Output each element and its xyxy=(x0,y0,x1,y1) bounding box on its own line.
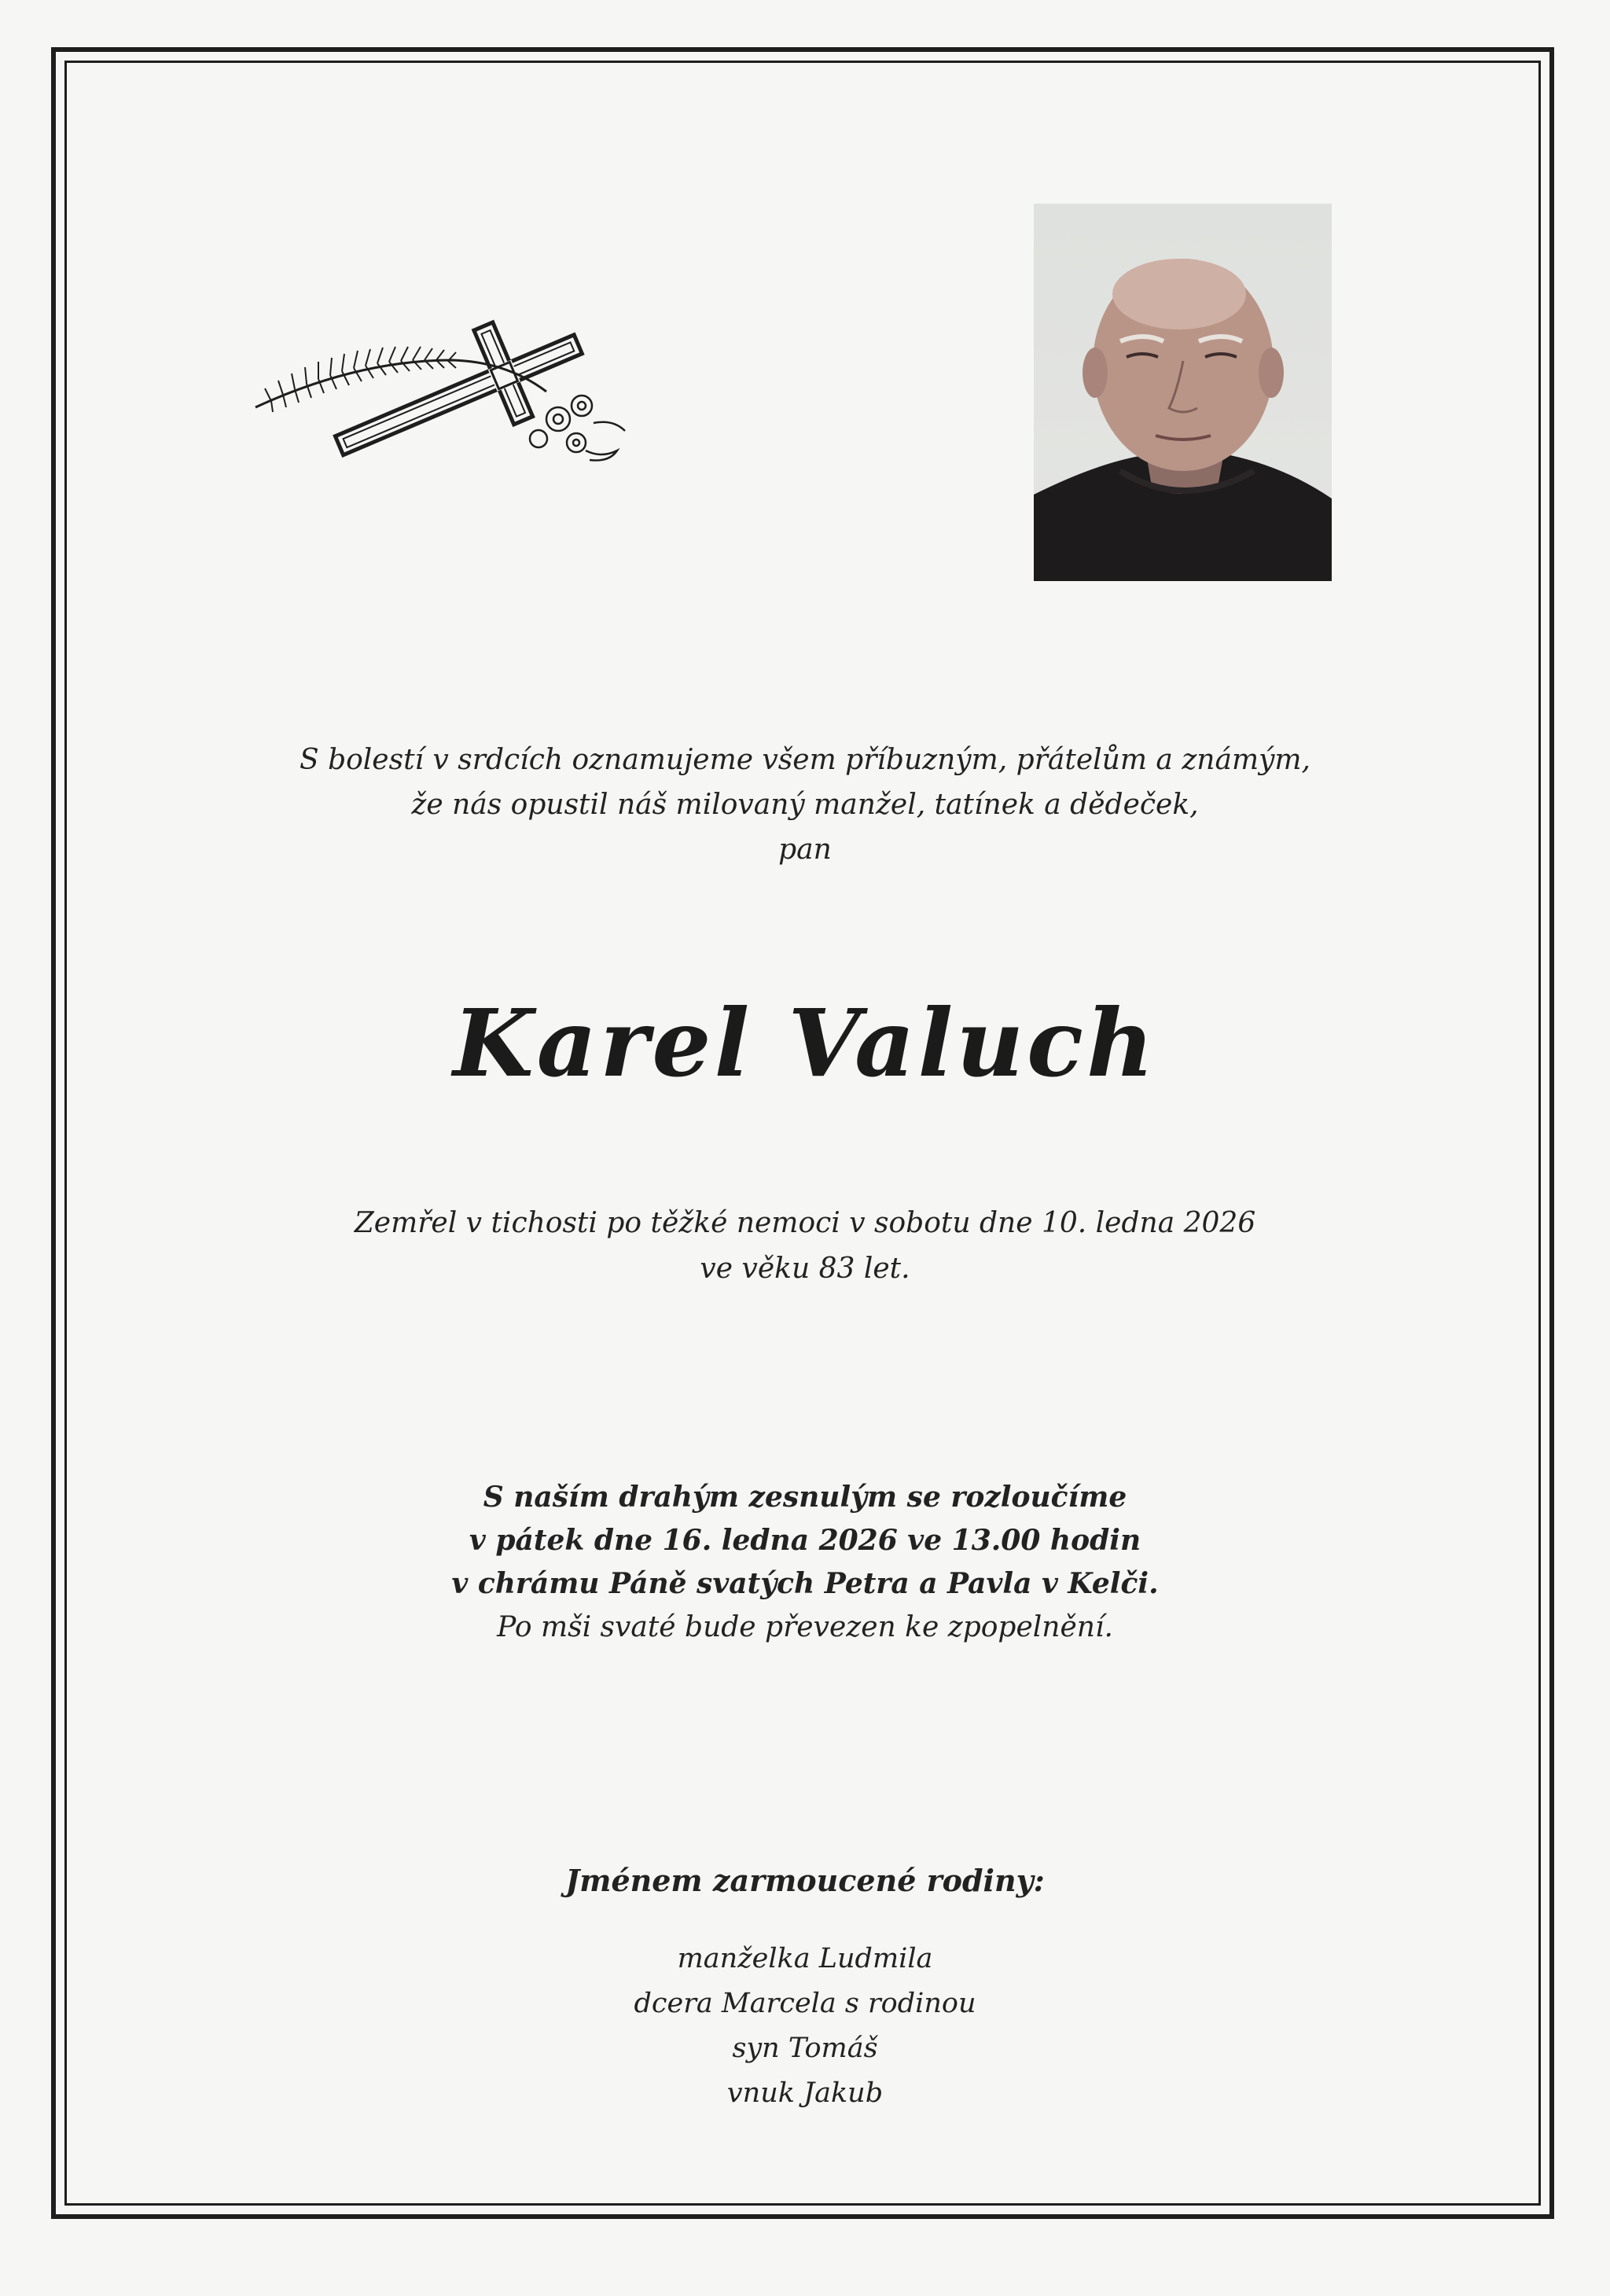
farewell-line-4: Po mši svaté bude převezen ke zpopelnění. xyxy=(497,1611,1113,1643)
intro-line-1: S bolestí v srdcích oznamujeme všem příbuzným, přátelům a známým, xyxy=(299,744,1311,776)
deceased-name: Karel Valuch xyxy=(453,988,1157,1098)
death-line-2: ve věku 83 let. xyxy=(700,1253,910,1285)
portrait-figure xyxy=(1034,204,1332,581)
death-notice xyxy=(0,1201,1610,1292)
farewell-line-2: v pátek dne 16. ledna 2026 ve 13.00 hodin xyxy=(469,1524,1141,1557)
intro-line-2: že nás opustil náš milovaný manžel, tatínek a dědeček, xyxy=(411,789,1199,821)
cross-with-palm-branch-icon xyxy=(248,313,656,478)
family-member: manželka Ludmila xyxy=(677,1943,933,1974)
intro-line-3: pan xyxy=(778,833,832,866)
family-member: dcera Marcela s rodinou xyxy=(634,1988,976,2019)
farewell-info xyxy=(0,1476,1610,1649)
farewell-line-1: S naším drahým zesnulým se rozloučíme xyxy=(483,1481,1127,1514)
farewell-line-3: v chrámu Páně svatých Petra a Pavla v Kelči. xyxy=(451,1567,1159,1600)
family-title: Jménem zarmoucené rodiny: xyxy=(565,1863,1045,1898)
announcement-intro xyxy=(0,738,1610,872)
portrait-photo xyxy=(1034,204,1332,581)
family-member: vnuk Jakub xyxy=(726,2077,884,2109)
death-line-1: Zemřel v tichosti po těžké nemoci v sobotu dne 10. ledna 2026 xyxy=(354,1207,1256,1239)
family-member: syn Tomáš xyxy=(732,2033,878,2064)
family-members xyxy=(0,1937,1610,2116)
